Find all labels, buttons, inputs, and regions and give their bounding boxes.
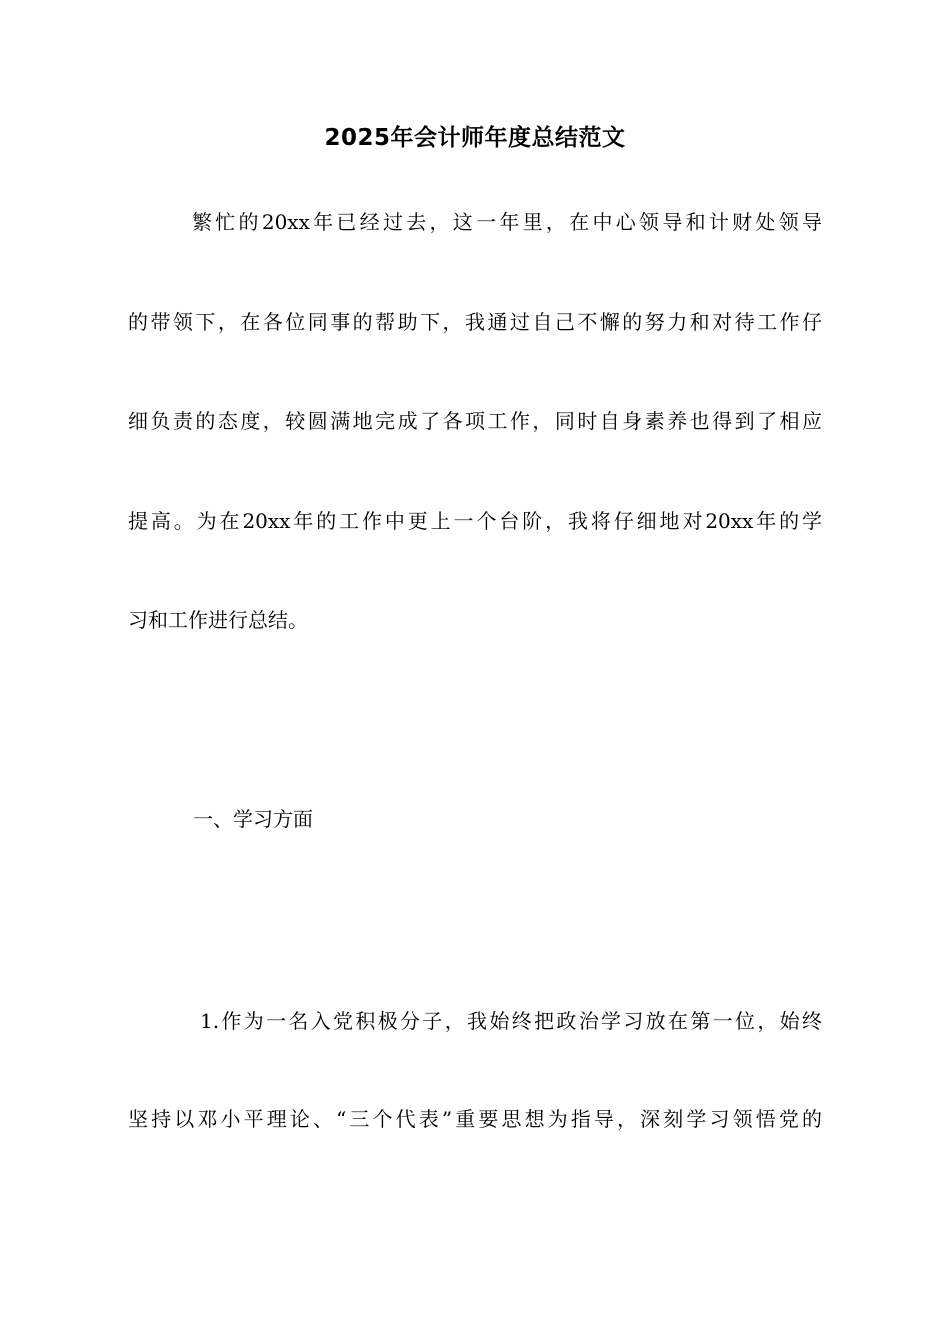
document-title: 2025年会计师年度总结范文 — [324, 125, 626, 151]
intro-line-5: 习和工作进行总结。 — [128, 608, 308, 632]
intro-line-3: 细负责的态度，较圆满地完成了各项工作，同时自身素养也得到了相应 — [128, 409, 822, 433]
intro-line-1: 繁忙的20xx年已经过去，这一年里，在中心领导和计财处领导 — [192, 210, 822, 234]
intro-line-2: 的带领下，在各位同事的帮助下，我通过自己不懈的努力和对待工作仔 — [128, 310, 822, 334]
item1-line-1: 1.作为一名入党积极分子，我始终把政治学习放在第一位，始终 — [200, 1009, 822, 1033]
intro-line-4: 提高。为在20xx年的工作中更上一个台阶，我将仔细地对20xx年的学 — [128, 509, 822, 533]
item1-line-2: 坚持以邓小平理论、“三个代表”重要思想为指导，深刻学习领悟党的 — [128, 1107, 822, 1131]
section-heading-study: 一、学习方面 — [193, 807, 313, 831]
